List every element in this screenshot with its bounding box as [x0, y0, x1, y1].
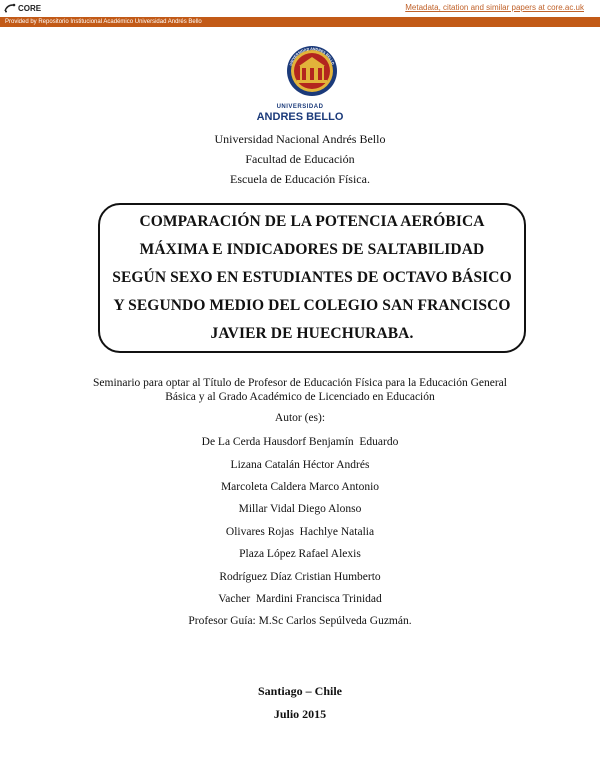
author-name: Vacher Mardini Francisca Trinidad — [218, 593, 382, 605]
author-name: Rodríguez Díaz Cristian Humberto — [219, 571, 381, 583]
logo-university-label: UNIVERSIDAD — [276, 104, 324, 110]
thesis-title-box — [98, 203, 526, 353]
degree-statement: Seminario para optar al Título de Profesor de Educación Física para la Educación General Básica y al Grado Académico de Licenciado en Educación — [93, 377, 507, 403]
core-metadata-link[interactable]: Metadata, citation and similar papers at core.ac.uk — [405, 3, 584, 12]
author-name: Lizana Catalán Héctor Andrés — [230, 459, 370, 471]
author-name: Millar Vidal Diego Alonso — [238, 503, 362, 515]
place: Santiago – Chile — [257, 684, 342, 698]
school-name: Escuela de Educación Física. — [230, 172, 370, 186]
author-name: Plaza López Rafael Alexis — [239, 548, 361, 560]
logo-university-name: ANDRES BELLO — [256, 111, 344, 123]
university-name: Universidad Nacional Andrés Bello — [214, 132, 386, 146]
core-logo[interactable] — [4, 3, 41, 13]
provided-by-banner: Provided by Repositorio Institucional Académico Universidad Andrés Bello — [0, 17, 600, 27]
author-name: De La Cerda Hausdorf Benjamín Eduardo — [201, 436, 399, 448]
crest-text: UNIVERSIDAD ANDRES BELLO — [288, 46, 335, 67]
author-name: Marcoleta Caldera Marco Antonio — [220, 481, 380, 493]
authors-label: Autor (es): — [274, 412, 326, 424]
date: Julio 2015 — [273, 707, 327, 721]
author-name: Olivares Rojas Hachlye Natalia — [225, 526, 375, 538]
core-header — [0, 0, 600, 17]
core-icon — [4, 3, 16, 13]
university-crest-icon — [279, 42, 345, 122]
core-logo-label: CORE — [18, 3, 42, 13]
thesis-title: COMPARACIÓN DE LA POTENCIA AERÓBICA MÁXIMA E INDICADORES DE SALTABILIDAD SEGÚN SEXO EN ESTUDIANTES DE OCTAVO BÁSICO Y SEGUNDO MEDIO DEL COLEGIO SAN FRANCISCO JAVIER DE HUECHURABA. — [112, 213, 512, 342]
guide-professor: Profesor Guía: M.Sc Carlos Sepúlveda Guzmán. — [188, 615, 412, 627]
faculty-name: Facultad de Educación — [245, 152, 355, 166]
